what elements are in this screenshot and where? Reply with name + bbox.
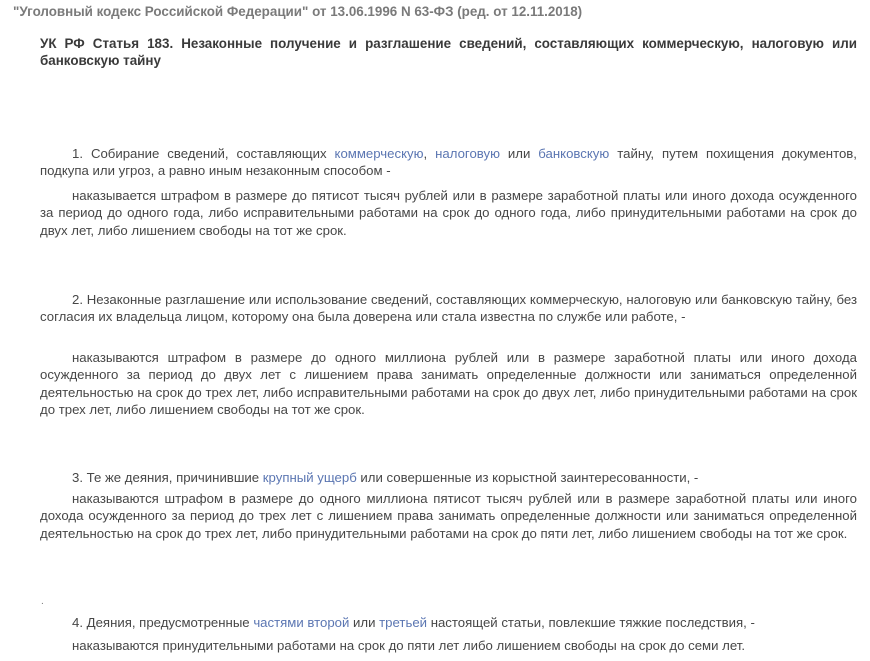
part-2-text: 2. Незаконные разглашение или использование сведений, составляющих коммерческую, налоговую или банковскую тайну, без согласия их владельца лицом, которому она была доверена или стала известна по службе или работе, -	[40, 292, 857, 325]
document-source-title: "Уголовный кодекс Российской Федерации" от 13.06.1996 N 63-ФЗ (ред. от 12.11.2018)	[13, 4, 583, 19]
part-2-clause	[40, 291, 857, 326]
link-bank-secret[interactable]: банковскую	[538, 146, 610, 161]
link-large-damage[interactable]: крупный ущерб	[262, 470, 357, 485]
link-commercial-secret[interactable]: коммерческую	[334, 146, 424, 161]
part-3-clause	[40, 469, 857, 486]
part-1-penalty: наказывается штрафом в размере до пятисот тысяч рублей или в размере заработной платы или иного дохода осужденного за период до одного года, либо исправительными работами на срок до одного года, либо принудительными работами на срок до двух лет, либо лишением свободы на тот же срок.	[40, 188, 857, 238]
part-4-penalty: наказываются принудительными работами на срок до пяти лет либо лишением свободы на срок до семи лет.	[72, 638, 745, 653]
part-3-penalty: наказываются штрафом в размере до одного миллиона пятисот тысяч рублей или в размере заработной платы или иного дохода осужденного за период до трех лет с лишением права занимать определенные должности или заниматься определенной деятельностью на срок до трех лет, либо принудительными работами на срок до пяти лет, либо лишением свободы на тот же срок.	[40, 491, 857, 541]
part-1-text-a: 1. Собирание сведений, составляющих	[72, 146, 335, 161]
part-1-text-b: ,	[423, 146, 436, 161]
link-part-three[interactable]: третьей	[379, 615, 428, 630]
part-4-clause	[40, 614, 857, 631]
article-title: УК РФ Статья 183. Незаконные получение и разглашение сведений, составляющих коммерческую, налоговую или банковскую тайну	[40, 36, 857, 68]
part-1-text-c: или	[499, 146, 539, 161]
part-1-clause	[40, 145, 857, 180]
link-part-two[interactable]: частями второй	[253, 615, 350, 630]
part-2-penalty: наказываются штрафом в размере до одного миллиона рублей или в размере заработной платы или иного дохода осужденного за период до двух лет с лишением права занимать определенные должности или заниматься определенной деятельностью на срок до трех лет, либо исправительными работами на срок до двух лет, либо принудительными работами на срок до трех лет, либо лишением свободы на тот же срок.	[40, 350, 857, 417]
part-1-text-d: тайну, путем похищения документов, подкупа или угроз, а равно иным незаконным способом -	[40, 146, 857, 179]
stray-mark: .	[41, 596, 44, 607]
part-4-text-c: настоящей статьи, повлекшие тяжкие последствия, -	[427, 615, 755, 630]
part-4-text-b: или	[349, 615, 380, 630]
part-3-text-b: или совершенные из корыстной заинтересованности, -	[356, 470, 699, 485]
part-3-text-a: 3. Те же деяния, причинившие	[72, 470, 263, 485]
part-4-text-a: 4. Деяния, предусмотренные	[72, 615, 254, 630]
link-tax-secret[interactable]: налоговую	[435, 146, 500, 161]
